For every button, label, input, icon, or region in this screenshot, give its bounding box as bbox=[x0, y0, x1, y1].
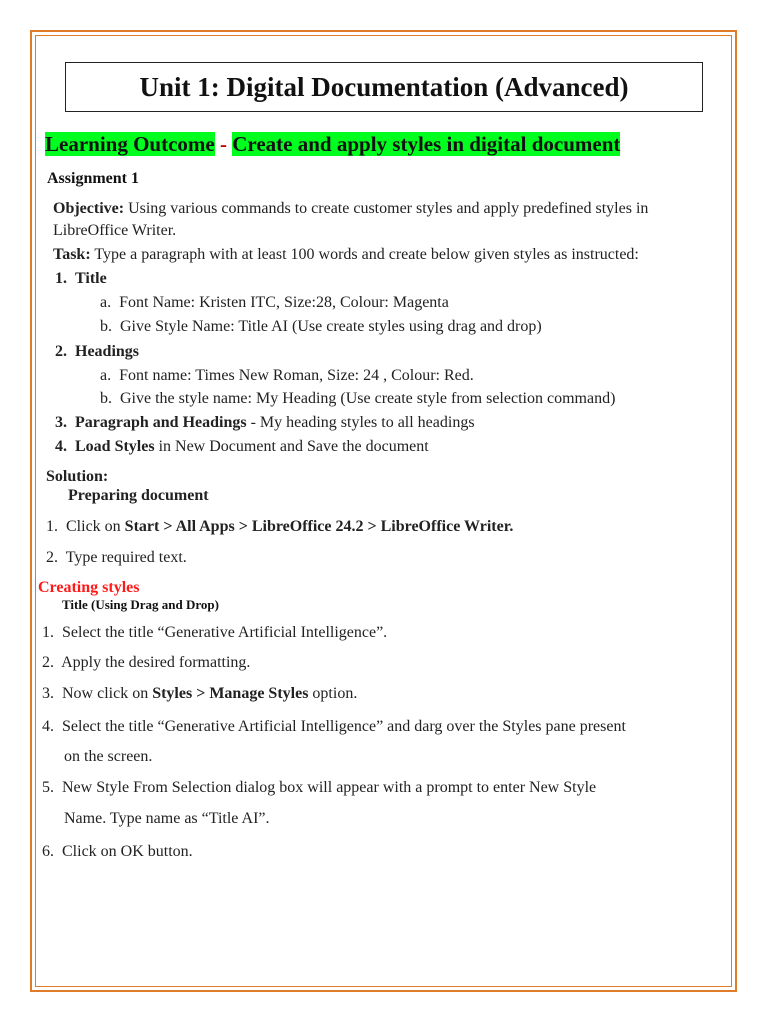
list-item-text: in New Document and Save the document bbox=[154, 438, 429, 455]
objective-line-1 bbox=[53, 200, 648, 218]
sub-item-text: Font Name: Kristen ITC, Size:28, Colour: Magenta bbox=[119, 294, 449, 311]
step-text: Now click on bbox=[62, 685, 153, 702]
step-number: 2. bbox=[42, 654, 54, 671]
sub-item bbox=[100, 294, 449, 312]
step-number: 3. bbox=[42, 685, 54, 702]
step-text: Type required text. bbox=[65, 549, 187, 566]
list-item-head: Title bbox=[75, 270, 107, 287]
objective-label: Objective: bbox=[53, 200, 125, 217]
learning-outcome-heading bbox=[45, 132, 620, 157]
sub-item-text: Give Style Name: Title AI (Use create styles using drag and drop) bbox=[120, 318, 542, 335]
step-item bbox=[46, 549, 187, 567]
step-item bbox=[42, 718, 626, 736]
step-number: 2. bbox=[46, 549, 58, 566]
step-text: Select the title “Generative Artificial Intelligence” and darg over the Styles pane present bbox=[62, 718, 626, 735]
assignment-heading: Assignment 1 bbox=[47, 170, 140, 187]
step-number: 1. bbox=[42, 624, 54, 641]
sub-item-text: Give the style name: My Heading (Use create style from selection command) bbox=[120, 390, 616, 407]
step-bold: Styles > Manage Styles bbox=[152, 685, 309, 702]
learning-outcome-separator: - bbox=[219, 132, 227, 156]
list-item-text: - My heading styles to all headings bbox=[246, 414, 475, 431]
sub-item-letter: b. bbox=[100, 390, 112, 407]
list-item bbox=[55, 343, 139, 361]
task-line bbox=[53, 246, 639, 264]
list-item-number: 3. bbox=[55, 414, 67, 431]
unit-title: Unit 1: Digital Documentation (Advanced) bbox=[139, 71, 629, 102]
step-item bbox=[42, 624, 387, 642]
list-item bbox=[55, 438, 429, 456]
list-item-head: Load Styles bbox=[75, 438, 155, 455]
learning-outcome-label: Learning Outcome bbox=[45, 132, 215, 156]
list-item bbox=[55, 414, 475, 432]
list-item-head: Headings bbox=[75, 343, 140, 360]
objective-text-1: Using various commands to create customer styles and apply predefined styles in bbox=[128, 200, 649, 217]
step-item bbox=[46, 518, 513, 536]
list-item-number: 4. bbox=[55, 438, 67, 455]
step-number: 1. bbox=[46, 518, 58, 535]
task-label: Task: bbox=[53, 246, 91, 263]
list-item-number: 2. bbox=[55, 343, 67, 360]
list-item-head: Paragraph and Headings bbox=[75, 414, 247, 431]
list-item-number: 1. bbox=[55, 270, 67, 287]
step-item bbox=[42, 654, 250, 672]
step-text: Click on bbox=[66, 518, 125, 535]
unit-title-box bbox=[65, 62, 703, 112]
sub-item-letter: b. bbox=[100, 318, 112, 335]
step-item bbox=[42, 843, 193, 861]
step-text: Click on OK button. bbox=[62, 843, 193, 860]
solution-heading: Solution: bbox=[46, 468, 109, 485]
step-number: 4. bbox=[42, 718, 54, 735]
creating-styles-heading: Creating styles bbox=[38, 579, 140, 596]
step-item bbox=[42, 685, 357, 703]
step-text: New Style From Selection dialog box will appear with a prompt to enter New Style bbox=[62, 779, 597, 796]
sub-item bbox=[100, 367, 474, 385]
step-text: Apply the desired formatting. bbox=[61, 654, 251, 671]
sub-item-letter: a. bbox=[100, 294, 112, 311]
step-number: 6. bbox=[42, 843, 54, 860]
step-continuation: on the screen. bbox=[64, 748, 153, 765]
step-continuation: Name. Type name as “Title AI”. bbox=[64, 810, 270, 827]
learning-outcome-text: Create and apply styles in digital document bbox=[232, 132, 621, 156]
sub-item bbox=[100, 318, 542, 336]
title-drag-subheading: Title (Using Drag and Drop) bbox=[62, 597, 219, 612]
sub-item-letter: a. bbox=[100, 367, 112, 384]
sub-item bbox=[100, 390, 615, 408]
list-item bbox=[55, 270, 107, 288]
sub-item-text: Font name: Times New Roman, Size: 24 , Colour: Red. bbox=[119, 367, 474, 384]
step-text: Select the title “Generative Artificial Intelligence”. bbox=[62, 624, 388, 641]
step-text-after: option. bbox=[308, 685, 358, 702]
step-number: 5. bbox=[42, 779, 54, 796]
step-bold: Start > All Apps > LibreOffice 24.2 > LibreOffice Writer. bbox=[124, 518, 514, 535]
objective-line-2: LibreOffice Writer. bbox=[53, 222, 177, 239]
preparing-heading: Preparing document bbox=[68, 487, 209, 504]
step-item bbox=[42, 779, 596, 797]
task-text: Type a paragraph with at least 100 words and create below given styles as instructed: bbox=[94, 246, 639, 263]
